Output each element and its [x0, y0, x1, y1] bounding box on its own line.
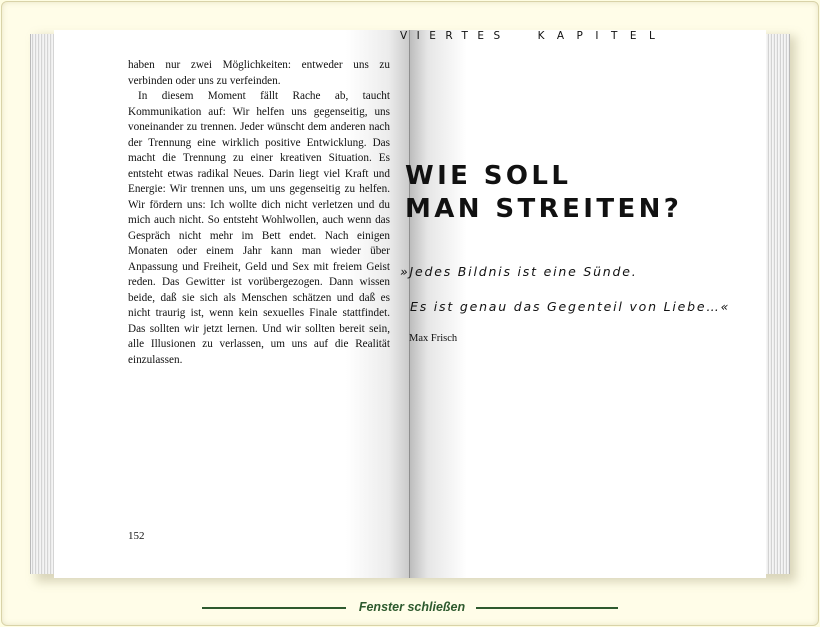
footer	[0, 598, 820, 618]
left-page-text	[128, 58, 390, 368]
epigraph-line: »Jedes Bildnis ist eine Sünde.	[400, 264, 638, 279]
paragraph: In diesem Moment fällt Rache ab, taucht Kommunikation auf: Wir helfen uns gegenseitig, uns voneinander zu trennen. Jeder wünscht dem anderen nach der Trennung eine wirklich positive Entwicklung. Das macht die Trennung zu einer kreativen Situation. Es entsteht etwas radikal Neues. Darin liegt viel Kraft und Energie: Wir trennen uns, um uns gegenseitig zu helfen. Wir fördern uns: Ich wollte dich nicht verletzen und du mich auch nicht. So entsteht Wohlwollen, auch wenn das Gespräch nicht mehr im Bett endet. Nach einigen Monaten oder einem Jahr kann man wieder über Anpassung und Freiheit, Geld und Sex mit freiem Geist reden. Das Gewitter ist vorübergezogen. Dann wissen beide, daß sie sich als Menschen schätzen und daß es nicht traurig ist, wenn kein sexuelles Finale stattfindet. Das sollten wir jetzt lernen. Und wir sollten bereit sein, alle Illusionen zu verlassen, um uns auf die Realität einzulassen.	[128, 90, 390, 366]
close-window-link[interactable]: Fenster schließen	[358, 600, 466, 614]
epigraph-line: Es ist genau das Gegenteil von Liebe…«	[410, 299, 731, 314]
chapter-title	[405, 160, 725, 226]
chapter-label	[400, 30, 710, 42]
chapter-title-line: WIE SOLL	[405, 161, 572, 191]
chapter-label-word: VIERTES	[400, 30, 510, 42]
epigraph-author: Max Frisch	[409, 333, 458, 344]
paragraph: haben nur zwei Möglichkeiten: entweder uns zu verbinden oder uns zu verfeinden.	[128, 59, 390, 87]
chapter-title-line: MAN STREITEN?	[405, 194, 683, 224]
footer-divider	[476, 607, 618, 609]
chapter-label-word: KAPITEL	[537, 30, 668, 42]
footer-divider	[202, 607, 346, 609]
left-page	[54, 30, 410, 578]
page-number: 152	[128, 530, 145, 542]
